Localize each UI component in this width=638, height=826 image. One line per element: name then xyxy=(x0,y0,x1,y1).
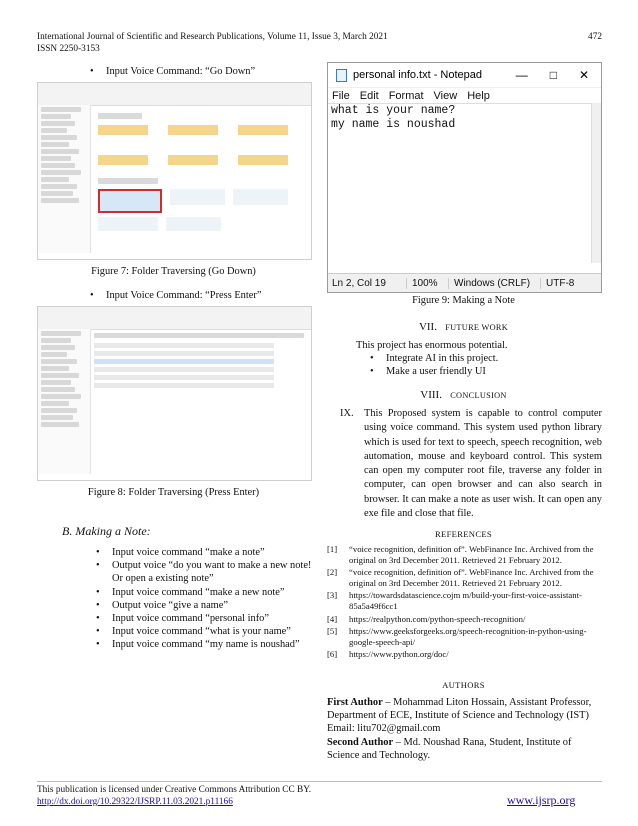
conclusion-paragraph: This Proposed system is capable to control computer using voice command. This system used python library which is used for text to speech, speech recognition, web automation, mouse and keyboard control. This system can open my computer root file, traverse any folder in computer, can open browser and can also search in browser. It can make a note as user wish. It can open any exe file and close that file. xyxy=(364,408,602,520)
future-intro: This project has enormous potential. xyxy=(356,340,508,351)
reference-item: [4] https://realpython.com/python-speech-recognition/ xyxy=(327,613,526,624)
doi-link[interactable]: http://dx.doi.org/10.29322/IJSRP.11.03.2021.p11166 xyxy=(37,797,233,807)
maximize-icon[interactable]: □ xyxy=(549,68,557,82)
issn: ISSN 2250-3153 xyxy=(37,44,100,54)
license-text: This publication is licensed under Creative Commons Attribution CC BY. xyxy=(37,785,312,795)
heading-number: VIII. xyxy=(420,389,442,401)
first-author-email: Email: litu702@gmail.com xyxy=(327,723,441,735)
page-number: 472 xyxy=(588,32,602,42)
notepad-titlebar xyxy=(328,63,601,88)
close-icon[interactable]: ✕ xyxy=(578,68,589,82)
figure-8-explorer-screenshot xyxy=(37,306,312,481)
site-link[interactable]: www.ijsrp.org xyxy=(507,793,576,807)
menu-edit[interactable]: Edit xyxy=(359,90,379,102)
bullet-press-enter xyxy=(86,289,316,302)
reference-item: [1] “voice recognition, definition of”. WebFinance Inc. Archived from the original on 3rd December 2011. Retrieved 21 February 2012. xyxy=(327,544,594,565)
figure-7-caption: Figure 7: Folder Traversing (Go Down) xyxy=(91,266,256,277)
reference-item: [3] https://towardsdatascience.cojm m/build-your-first-voice-assistant-85a5a49f6cc1 xyxy=(327,590,582,611)
conclusion-heading xyxy=(327,389,600,401)
vertical-scrollbar[interactable] xyxy=(591,103,601,263)
list-item: • Output voice “do you want to make a new note! Or open a existing note” xyxy=(92,559,314,585)
figure-8-caption: Figure 8: Folder Traversing (Press Enter) xyxy=(87,487,260,498)
first-author: First Author – Mohammad Liton Hossain, Assistant Professor, Department of ECE, Institute of Science and Technology (IST) xyxy=(327,697,592,722)
status-zoom: 100% xyxy=(406,278,448,289)
footer-rule xyxy=(37,781,602,782)
minimize-icon[interactable]: — xyxy=(515,68,528,82)
figure-9-caption: Figure 9: Making a Note xyxy=(412,295,515,306)
list-item: • Input voice command “my name is noushad” xyxy=(92,638,314,651)
future-work-heading xyxy=(327,321,600,333)
heading-text: CONCLUSION xyxy=(450,391,507,400)
menu-view[interactable]: View xyxy=(433,90,458,102)
list-item: • Output voice “give a name” xyxy=(92,599,314,612)
status-line-ending: Windows (CRLF) xyxy=(448,278,540,289)
list-item: • Input voice command “make a new note” xyxy=(92,586,314,599)
references-list xyxy=(327,544,602,662)
list-item: • Input voice command “personal info” xyxy=(92,612,314,625)
second-author: Second Author – Md. Noushad Rana, Student, Institute of Science and Technology. xyxy=(327,736,572,761)
menu-format[interactable]: Format xyxy=(388,90,424,102)
notepad-text-area[interactable] xyxy=(328,103,594,264)
journal-title: International Journal of Scientific and Research Publications, Volume 11, Issue 3, March 2021 xyxy=(37,32,388,42)
menu-help[interactable]: Help xyxy=(467,90,490,102)
bullet-item: • Input Voice Command: “Press Enter” xyxy=(86,289,316,302)
status-position: Ln 2, Col 19 xyxy=(332,277,386,289)
references-heading: REFERENCES xyxy=(435,529,492,539)
text-line: what is your name? xyxy=(331,104,456,117)
future-list xyxy=(366,352,596,378)
reference-item: [5] https://www.geeksforgeeks.org/speech-recognition-in-python-using-google-speech-api/ xyxy=(327,626,587,647)
figure-9-notepad-screenshot xyxy=(327,62,602,293)
menu-file[interactable]: File xyxy=(332,90,350,102)
figure-7-explorer-screenshot xyxy=(37,82,312,260)
list-item: • Input voice command “what is your name” xyxy=(92,625,314,638)
bullet-go-down xyxy=(86,65,316,78)
list-item: • Integrate AI in this project. xyxy=(366,352,596,365)
reference-item: [6] https://www.python.org/doc/ xyxy=(327,649,449,660)
notepad-title: personal info.txt - Notepad xyxy=(353,69,483,81)
heading-number: VII. xyxy=(418,321,437,333)
note-steps-list xyxy=(92,546,314,652)
bullet-item: • Input Voice Command: “Go Down” xyxy=(86,65,316,78)
notepad-statusbar xyxy=(328,273,601,292)
list-item: • Make a user friendly UI xyxy=(366,365,596,378)
reference-item: [2] “voice recognition, definition of”. WebFinance Inc. Archived from the original on 3rd December 2011. Retrieved 21 February 2012. xyxy=(327,567,594,588)
notepad-menubar xyxy=(328,88,601,104)
text-line: my name is noushad xyxy=(331,118,456,131)
section-b-heading: B. Making a Note: xyxy=(62,524,151,538)
list-item: • Input voice command “make a note” xyxy=(92,546,314,559)
status-encoding: UTF-8 xyxy=(540,278,574,289)
running-header xyxy=(37,31,602,55)
authors-heading: AUTHORS xyxy=(442,680,485,690)
authors-block xyxy=(327,696,602,762)
conclusion-number: IX. xyxy=(340,408,354,419)
notepad-icon xyxy=(336,69,347,82)
heading-text: FUTURE WORK xyxy=(445,323,509,332)
